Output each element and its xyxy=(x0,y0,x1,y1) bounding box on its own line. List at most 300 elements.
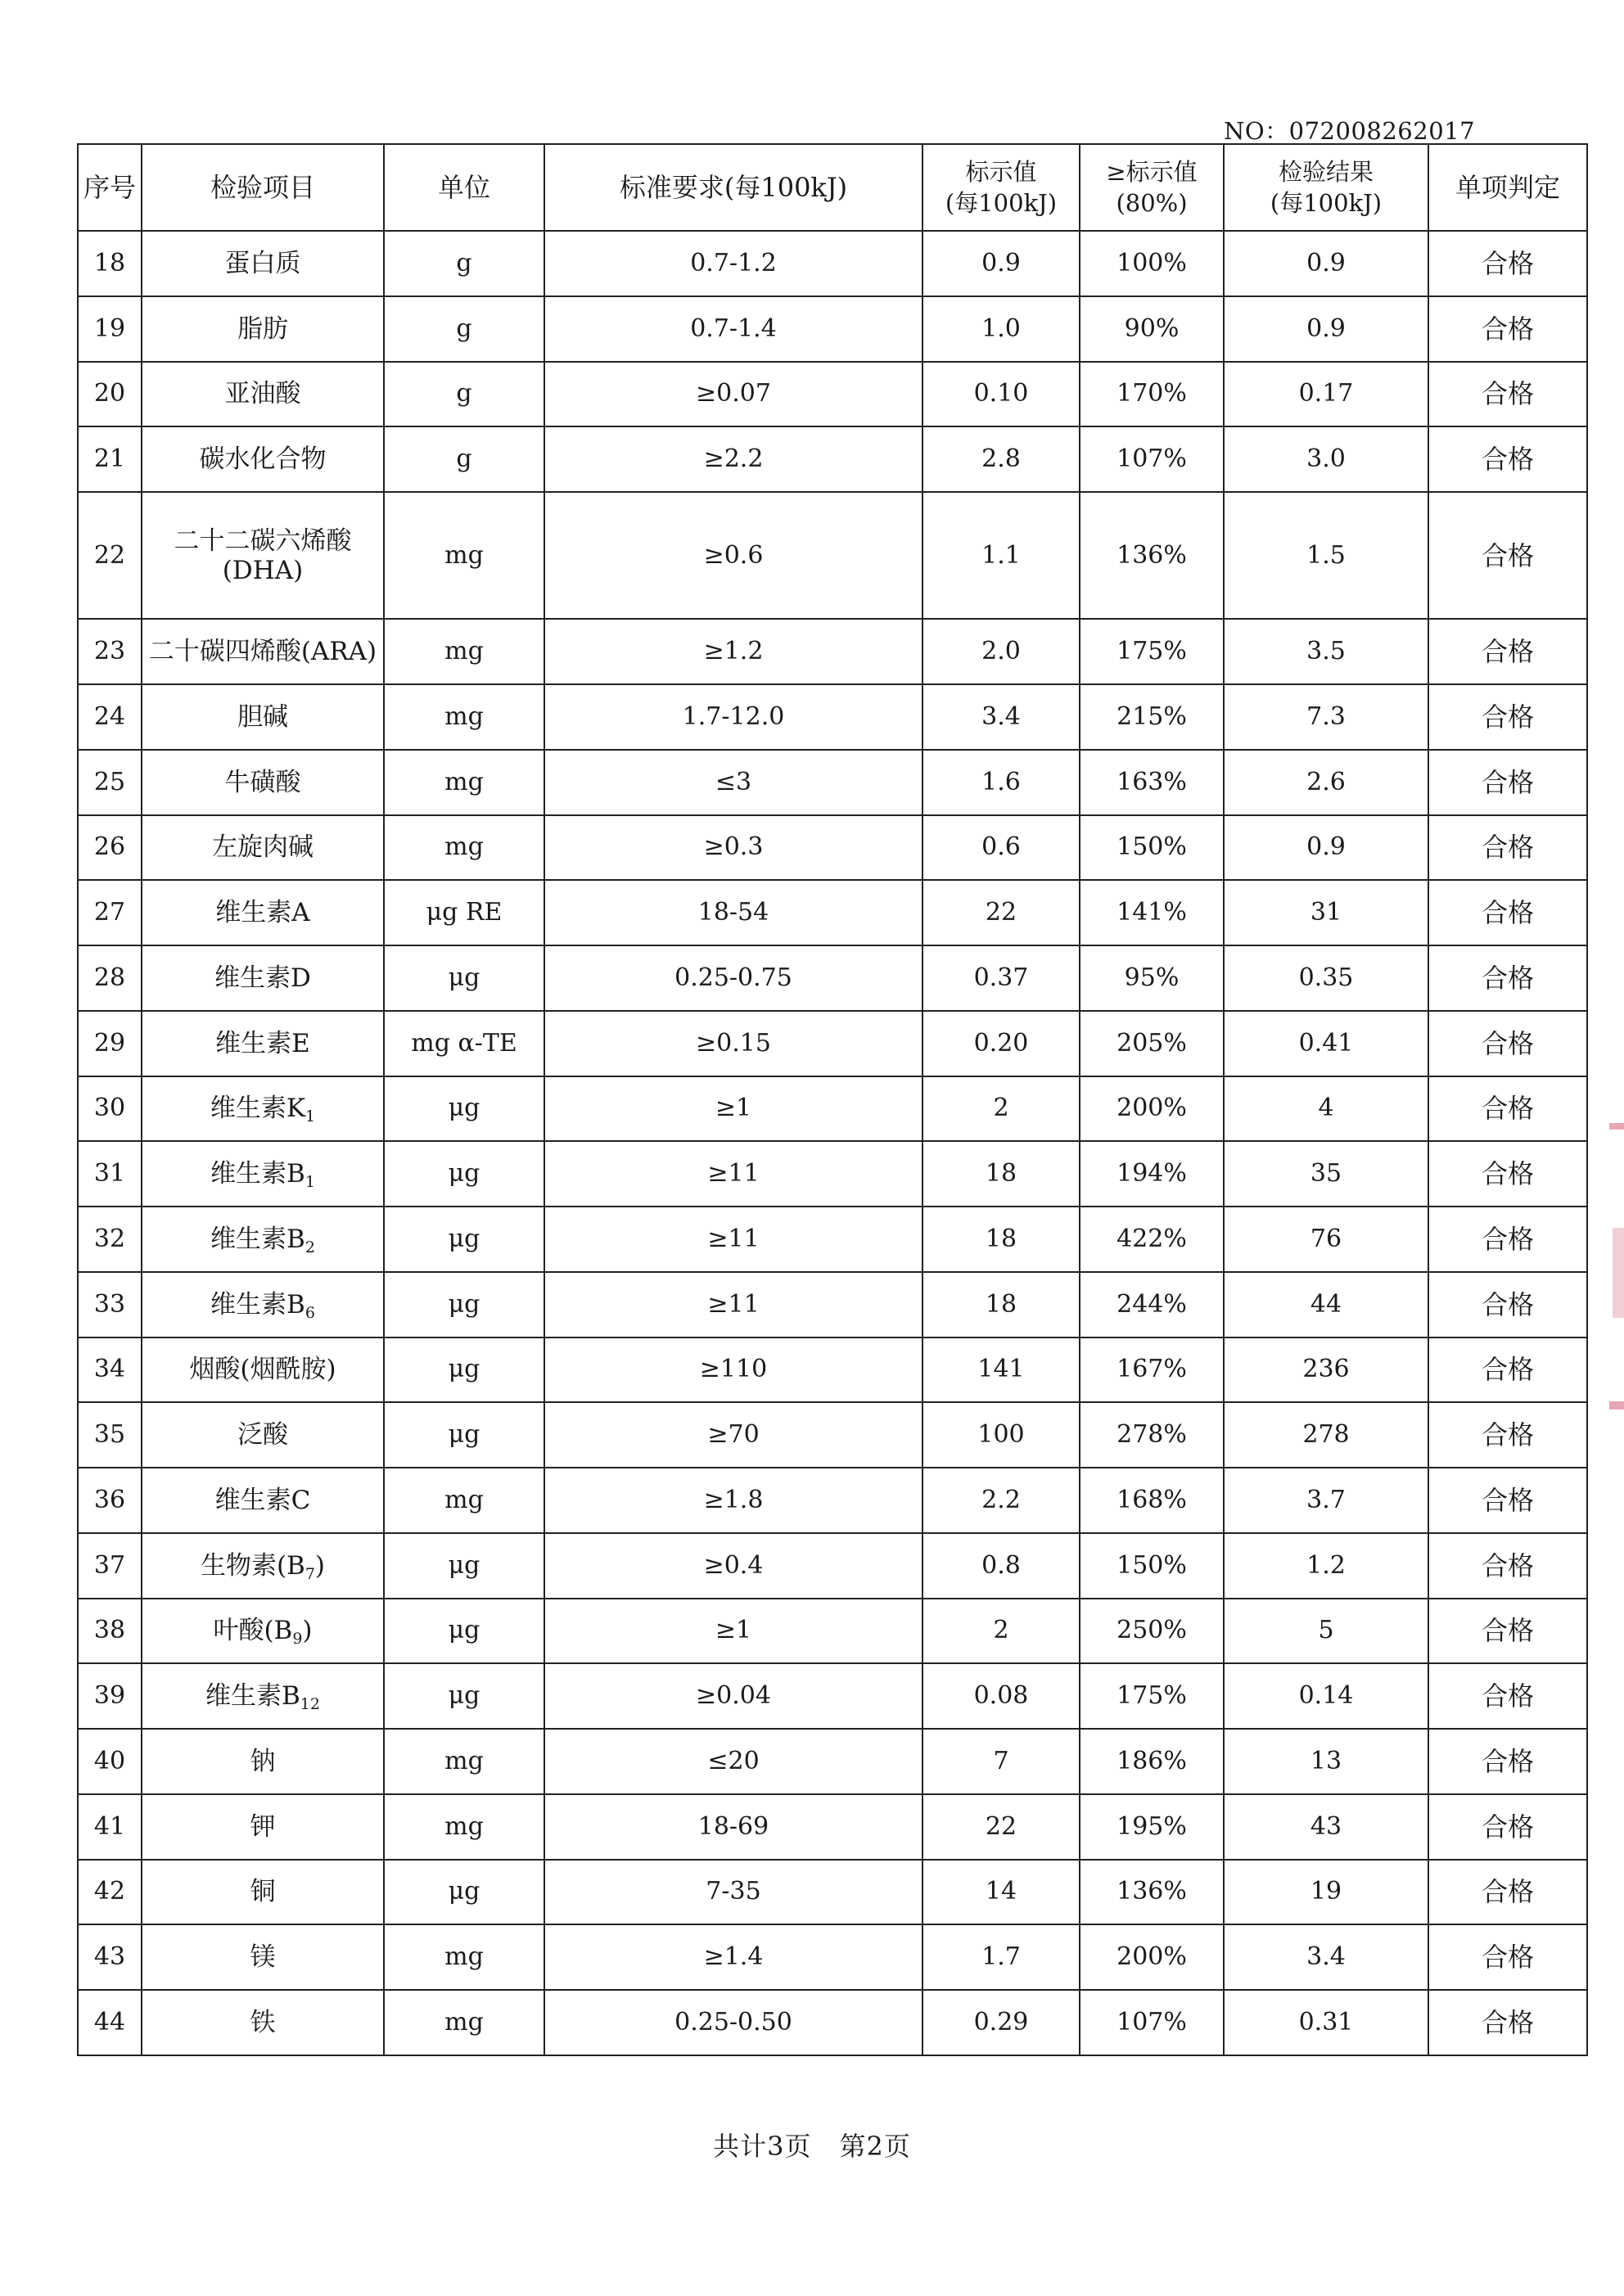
row-label-value: 18 xyxy=(923,1272,1080,1337)
stamp-edge-mark xyxy=(1613,1228,1624,1318)
row-item-subscript: 1 xyxy=(304,1173,315,1192)
row-item-text: 亚油酸 xyxy=(224,379,301,409)
row-label-value: 2.0 xyxy=(923,619,1080,684)
header-result-line1: 检验结果 xyxy=(1278,158,1374,186)
row-label-value: 141 xyxy=(923,1337,1080,1403)
row-item xyxy=(142,231,384,296)
row-ratio: 107% xyxy=(1080,1990,1224,2055)
row-index: 36 xyxy=(78,1468,142,1533)
row-result: 3.7 xyxy=(1224,1468,1428,1533)
row-unit: mg xyxy=(384,1468,544,1533)
row-item-suffix: ) xyxy=(314,1550,326,1581)
table-row xyxy=(78,1207,1587,1272)
row-index: 39 xyxy=(78,1663,142,1729)
row-index: 35 xyxy=(78,1402,142,1468)
row-ratio: 422% xyxy=(1080,1207,1224,1272)
page-footer xyxy=(0,2126,1624,2163)
row-unit: μg xyxy=(384,1076,544,1142)
row-label-value: 22 xyxy=(923,1794,1080,1860)
row-result: 76 xyxy=(1224,1207,1428,1272)
row-standard: ≥11 xyxy=(544,1207,923,1272)
footer-total-pages: 共计3页 xyxy=(713,2131,812,2162)
row-unit: μg xyxy=(384,1533,544,1599)
row-index: 38 xyxy=(78,1599,142,1664)
row-label-value: 1.6 xyxy=(923,750,1080,815)
row-verdict: 合格 xyxy=(1428,1860,1587,1925)
row-verdict: 合格 xyxy=(1428,362,1587,427)
row-label-value: 18 xyxy=(923,1141,1080,1207)
row-standard: ≥0.07 xyxy=(544,362,923,427)
table-row xyxy=(78,1011,1587,1076)
row-item-text: 左旋肉碱 xyxy=(212,832,314,863)
row-index: 20 xyxy=(78,362,142,427)
row-label-value: 1.1 xyxy=(923,492,1080,619)
row-standard: ≥0.6 xyxy=(544,492,923,619)
table-row xyxy=(78,426,1587,492)
row-index: 43 xyxy=(78,1924,142,1990)
row-item xyxy=(142,1794,384,1860)
row-result: 1.5 xyxy=(1224,492,1428,619)
row-standard: ≥1 xyxy=(544,1599,923,1664)
row-label-value: 0.29 xyxy=(923,1990,1080,2055)
row-item-text: 胆碱 xyxy=(237,701,288,732)
row-standard: 1.7-12.0 xyxy=(544,684,923,750)
row-index: 40 xyxy=(78,1729,142,1794)
row-item-text: 维生素B xyxy=(205,1681,300,1712)
row-unit: mg xyxy=(384,1990,544,2055)
row-ratio: 278% xyxy=(1080,1402,1224,1468)
header-result-line2: (每100kJ) xyxy=(1270,189,1383,217)
row-item-text: 牛磺酸 xyxy=(224,767,301,797)
row-standard: 18-69 xyxy=(544,1794,923,1860)
row-item-subscript: 12 xyxy=(300,1695,320,1714)
row-result: 3.0 xyxy=(1224,426,1428,492)
row-ratio: 150% xyxy=(1080,1533,1224,1599)
inspection-results-table xyxy=(77,143,1588,2056)
row-unit: mg xyxy=(384,684,544,750)
row-verdict: 合格 xyxy=(1428,1924,1587,1990)
table-row xyxy=(78,1663,1587,1729)
row-verdict: 合格 xyxy=(1428,1663,1587,1729)
row-verdict: 合格 xyxy=(1428,1141,1587,1207)
row-item-subscript: 2 xyxy=(304,1238,315,1256)
table-row xyxy=(78,1141,1587,1207)
row-index: 23 xyxy=(78,619,142,684)
header-label-value xyxy=(923,144,1080,231)
row-ratio: 170% xyxy=(1080,362,1224,427)
row-label-value: 0.8 xyxy=(923,1533,1080,1599)
header-ratio xyxy=(1080,144,1224,231)
row-ratio: 167% xyxy=(1080,1337,1224,1403)
row-item-text: 脂肪 xyxy=(237,314,288,344)
row-result: 2.6 xyxy=(1224,750,1428,815)
row-ratio: 194% xyxy=(1080,1141,1224,1207)
row-label-value: 1.0 xyxy=(923,296,1080,362)
table-row xyxy=(78,1860,1587,1925)
row-label-value: 22 xyxy=(923,880,1080,945)
row-result: 0.17 xyxy=(1224,362,1428,427)
row-item-text: 二十碳四烯酸(ARA) xyxy=(148,637,377,667)
row-item xyxy=(142,1599,384,1664)
header-label-value-line1: 标示值 xyxy=(965,158,1037,186)
row-item-text: 维生素K xyxy=(210,1094,306,1124)
row-item xyxy=(142,362,384,427)
row-verdict: 合格 xyxy=(1428,296,1587,362)
row-result: 278 xyxy=(1224,1402,1428,1468)
row-result: 1.2 xyxy=(1224,1533,1428,1599)
row-label-value: 0.6 xyxy=(923,815,1080,881)
row-verdict: 合格 xyxy=(1428,492,1587,619)
row-verdict: 合格 xyxy=(1428,1076,1587,1142)
row-ratio: 250% xyxy=(1080,1599,1224,1664)
row-item-text: 维生素B xyxy=(210,1289,305,1319)
row-index: 26 xyxy=(78,815,142,881)
table-row xyxy=(78,492,1587,619)
row-result: 0.9 xyxy=(1224,296,1428,362)
row-item-text: 镁 xyxy=(250,1942,276,1973)
stamp-edge-mark xyxy=(1609,1401,1624,1410)
row-unit: mg α-TE xyxy=(384,1011,544,1076)
row-item xyxy=(142,1924,384,1990)
row-verdict: 合格 xyxy=(1428,1468,1587,1533)
row-ratio: 168% xyxy=(1080,1468,1224,1533)
row-ratio: 200% xyxy=(1080,1076,1224,1142)
row-result: 0.9 xyxy=(1224,815,1428,881)
row-item-text: 钠 xyxy=(250,1746,276,1776)
row-result: 44 xyxy=(1224,1272,1428,1337)
table-row xyxy=(78,1076,1587,1142)
row-unit: g xyxy=(384,426,544,492)
row-index: 41 xyxy=(78,1794,142,1860)
row-index: 27 xyxy=(78,880,142,945)
row-index: 28 xyxy=(78,945,142,1011)
row-item xyxy=(142,815,384,881)
row-label-value: 0.08 xyxy=(923,1663,1080,1729)
row-result: 0.31 xyxy=(1224,1990,1428,2055)
row-item-text: 二十二碳六烯酸 xyxy=(174,526,352,556)
row-index: 22 xyxy=(78,492,142,619)
row-ratio: 175% xyxy=(1080,1663,1224,1729)
table-row xyxy=(78,296,1587,362)
row-label-value: 0.9 xyxy=(923,231,1080,296)
row-label-value: 2.2 xyxy=(923,1468,1080,1533)
row-unit: mg xyxy=(384,1794,544,1860)
table-row xyxy=(78,362,1587,427)
row-index: 42 xyxy=(78,1860,142,1925)
row-standard: ≥1.2 xyxy=(544,619,923,684)
row-item xyxy=(142,1207,384,1272)
row-index: 30 xyxy=(78,1076,142,1142)
row-ratio: 136% xyxy=(1080,492,1224,619)
row-standard: ≥1.4 xyxy=(544,1924,923,1990)
row-index: 37 xyxy=(78,1533,142,1599)
row-label-value: 3.4 xyxy=(923,684,1080,750)
row-item xyxy=(142,750,384,815)
row-item xyxy=(142,880,384,945)
row-item-text: 蛋白质 xyxy=(224,248,301,278)
row-ratio: 195% xyxy=(1080,1794,1224,1860)
row-item xyxy=(142,1402,384,1468)
row-unit: μg xyxy=(384,1663,544,1729)
row-unit: μg xyxy=(384,1402,544,1468)
row-item-subscript: 9 xyxy=(292,1630,303,1649)
row-result: 7.3 xyxy=(1224,684,1428,750)
row-standard: ≥1 xyxy=(544,1076,923,1142)
row-standard: ≥2.2 xyxy=(544,426,923,492)
row-label-value: 2 xyxy=(923,1076,1080,1142)
row-ratio: 163% xyxy=(1080,750,1224,815)
row-ratio: 141% xyxy=(1080,880,1224,945)
footer-current-page: 第2页 xyxy=(839,2131,911,2162)
row-index: 29 xyxy=(78,1011,142,1076)
row-index: 25 xyxy=(78,750,142,815)
row-item xyxy=(142,1468,384,1533)
row-item xyxy=(142,426,384,492)
row-item xyxy=(142,1663,384,1729)
table-row xyxy=(78,684,1587,750)
row-item-subscript: 7 xyxy=(304,1564,315,1583)
table-row xyxy=(78,1990,1587,2055)
row-result: 3.5 xyxy=(1224,619,1428,684)
row-item xyxy=(142,1272,384,1337)
row-index: 34 xyxy=(78,1337,142,1403)
table-row xyxy=(78,619,1587,684)
row-verdict: 合格 xyxy=(1428,684,1587,750)
row-unit: mg xyxy=(384,492,544,619)
row-label-value: 18 xyxy=(923,1207,1080,1272)
row-item xyxy=(142,619,384,684)
header-standard: 标准要求(每100kJ) xyxy=(544,144,923,231)
row-verdict: 合格 xyxy=(1428,1272,1587,1337)
table-row xyxy=(78,815,1587,881)
row-standard: 0.7-1.4 xyxy=(544,296,923,362)
row-verdict: 合格 xyxy=(1428,231,1587,296)
row-label-value: 14 xyxy=(923,1860,1080,1925)
row-unit: mg xyxy=(384,750,544,815)
report-number: NO：072008262017 xyxy=(1224,117,1476,145)
row-item-text: 烟酸(烟酰胺) xyxy=(189,1355,336,1385)
row-item-text: 维生素C xyxy=(214,1485,311,1515)
row-unit: μg RE xyxy=(384,880,544,945)
row-unit: mg xyxy=(384,1729,544,1794)
row-item-text: 维生素B xyxy=(210,1224,305,1254)
row-label-value: 0.20 xyxy=(923,1011,1080,1076)
row-result: 19 xyxy=(1224,1860,1428,1925)
row-result: 4 xyxy=(1224,1076,1428,1142)
table-row xyxy=(78,231,1587,296)
row-unit: μg xyxy=(384,1141,544,1207)
stamp-edge-mark xyxy=(1609,1123,1624,1130)
row-result: 0.9 xyxy=(1224,231,1428,296)
table-body xyxy=(78,231,1587,2055)
header-verdict: 单项判定 xyxy=(1428,144,1587,231)
row-item-subscript: 6 xyxy=(304,1303,315,1322)
row-unit: mg xyxy=(384,1924,544,1990)
row-result: 0.14 xyxy=(1224,1663,1428,1729)
row-standard: 7-35 xyxy=(544,1860,923,1925)
table-row xyxy=(78,1468,1587,1533)
row-unit: g xyxy=(384,231,544,296)
row-result: 3.4 xyxy=(1224,1924,1428,1990)
row-standard: ≤20 xyxy=(544,1729,923,1794)
row-item xyxy=(142,1076,384,1142)
row-item xyxy=(142,945,384,1011)
row-standard: ≥11 xyxy=(544,1141,923,1207)
row-label-value: 2 xyxy=(923,1599,1080,1664)
row-index: 32 xyxy=(78,1207,142,1272)
row-ratio: 150% xyxy=(1080,815,1224,881)
row-item-text: 维生素D xyxy=(214,963,311,993)
row-item xyxy=(142,1011,384,1076)
row-verdict: 合格 xyxy=(1428,750,1587,815)
row-item-text: 铁 xyxy=(250,2008,276,2038)
row-ratio: 90% xyxy=(1080,296,1224,362)
row-verdict: 合格 xyxy=(1428,1794,1587,1860)
row-item-text: 维生素B xyxy=(210,1159,305,1189)
row-item xyxy=(142,1337,384,1403)
row-label-value: 100 xyxy=(923,1402,1080,1468)
row-standard: ≥0.15 xyxy=(544,1011,923,1076)
row-verdict: 合格 xyxy=(1428,1729,1587,1794)
row-index: 33 xyxy=(78,1272,142,1337)
table-row xyxy=(78,750,1587,815)
row-unit: μg xyxy=(384,1599,544,1664)
header-unit: 单位 xyxy=(384,144,544,231)
row-ratio: 244% xyxy=(1080,1272,1224,1337)
row-item-text: 铜 xyxy=(250,1877,276,1907)
row-result: 0.35 xyxy=(1224,945,1428,1011)
table-row xyxy=(78,1729,1587,1794)
header-label-value-line2: (每100kJ) xyxy=(945,189,1058,217)
row-item-text: 维生素E xyxy=(215,1028,310,1058)
row-index: 24 xyxy=(78,684,142,750)
row-item xyxy=(142,684,384,750)
row-verdict: 合格 xyxy=(1428,426,1587,492)
row-item-subscript: 1 xyxy=(305,1107,316,1126)
row-verdict: 合格 xyxy=(1428,1990,1587,2055)
row-item-text: 碳水化合物 xyxy=(199,444,327,475)
row-index: 31 xyxy=(78,1141,142,1207)
header-ratio-line2: (80%) xyxy=(1116,189,1188,217)
row-item-line2: (DHA) xyxy=(222,555,304,585)
row-unit: μg xyxy=(384,1207,544,1272)
header-ratio-line1: ≥标示值 xyxy=(1106,158,1198,186)
row-label-value: 2.8 xyxy=(923,426,1080,492)
table-row xyxy=(78,945,1587,1011)
row-result: 35 xyxy=(1224,1141,1428,1207)
row-result: 236 xyxy=(1224,1337,1428,1403)
row-standard: 0.25-0.50 xyxy=(544,1990,923,2055)
row-item-text: 维生素A xyxy=(215,898,310,928)
row-ratio: 100% xyxy=(1080,231,1224,296)
row-ratio: 136% xyxy=(1080,1860,1224,1925)
row-standard: ≥0.4 xyxy=(544,1533,923,1599)
row-ratio: 205% xyxy=(1080,1011,1224,1076)
row-verdict: 合格 xyxy=(1428,1402,1587,1468)
row-verdict: 合格 xyxy=(1428,880,1587,945)
row-item-text: 钾 xyxy=(250,1811,276,1842)
row-label-value: 7 xyxy=(923,1729,1080,1794)
row-unit: μg xyxy=(384,1272,544,1337)
row-verdict: 合格 xyxy=(1428,619,1587,684)
table-row xyxy=(78,1924,1587,1990)
row-unit: g xyxy=(384,296,544,362)
table-row xyxy=(78,1337,1587,1403)
row-unit: μg xyxy=(384,1337,544,1403)
row-verdict: 合格 xyxy=(1428,1599,1587,1664)
table-row xyxy=(78,1272,1587,1337)
row-ratio: 215% xyxy=(1080,684,1224,750)
row-unit: g xyxy=(384,362,544,427)
row-index: 21 xyxy=(78,426,142,492)
row-verdict: 合格 xyxy=(1428,815,1587,881)
row-verdict: 合格 xyxy=(1428,1337,1587,1403)
row-standard: 0.25-0.75 xyxy=(544,945,923,1011)
row-standard: ≥1.8 xyxy=(544,1468,923,1533)
row-item-suffix: ) xyxy=(302,1616,313,1646)
table-row xyxy=(78,880,1587,945)
row-index: 19 xyxy=(78,296,142,362)
row-item-text: 生物素(B xyxy=(200,1550,305,1581)
row-unit: μg xyxy=(384,945,544,1011)
row-label-value: 0.37 xyxy=(923,945,1080,1011)
row-item-text: 泛酸 xyxy=(237,1420,288,1450)
row-item xyxy=(142,296,384,362)
row-ratio: 175% xyxy=(1080,619,1224,684)
row-item xyxy=(142,1141,384,1207)
table-row xyxy=(78,1794,1587,1860)
row-standard: ≥110 xyxy=(544,1337,923,1403)
header-result xyxy=(1224,144,1428,231)
row-item xyxy=(142,1860,384,1925)
row-unit: μg xyxy=(384,1860,544,1925)
row-result: 0.41 xyxy=(1224,1011,1428,1076)
row-index: 44 xyxy=(78,1990,142,2055)
row-verdict: 合格 xyxy=(1428,1011,1587,1076)
table-row xyxy=(78,1533,1587,1599)
row-standard: ≥11 xyxy=(544,1272,923,1337)
row-verdict: 合格 xyxy=(1428,945,1587,1011)
row-standard: ≥0.3 xyxy=(544,815,923,881)
row-result: 43 xyxy=(1224,1794,1428,1860)
row-result: 5 xyxy=(1224,1599,1428,1664)
row-item-text: 叶酸(B xyxy=(213,1616,293,1646)
row-label-value: 1.7 xyxy=(923,1924,1080,1990)
row-ratio: 95% xyxy=(1080,945,1224,1011)
row-standard: 18-54 xyxy=(544,880,923,945)
row-ratio: 186% xyxy=(1080,1729,1224,1794)
row-result: 31 xyxy=(1224,880,1428,945)
row-ratio: 200% xyxy=(1080,1924,1224,1990)
header-item: 检验项目 xyxy=(142,144,384,231)
row-item xyxy=(142,492,384,619)
row-item xyxy=(142,1533,384,1599)
row-verdict: 合格 xyxy=(1428,1533,1587,1599)
row-ratio: 107% xyxy=(1080,426,1224,492)
header-index: 序号 xyxy=(78,144,142,231)
row-standard: ≥0.04 xyxy=(544,1663,923,1729)
row-standard: ≤3 xyxy=(544,750,923,815)
row-unit: mg xyxy=(384,815,544,881)
row-unit: mg xyxy=(384,619,544,684)
row-standard: 0.7-1.2 xyxy=(544,231,923,296)
row-verdict: 合格 xyxy=(1428,1207,1587,1272)
table-row xyxy=(78,1599,1587,1664)
row-index: 18 xyxy=(78,231,142,296)
row-result: 13 xyxy=(1224,1729,1428,1794)
row-label-value: 0.10 xyxy=(923,362,1080,427)
table-header-row xyxy=(78,144,1587,231)
